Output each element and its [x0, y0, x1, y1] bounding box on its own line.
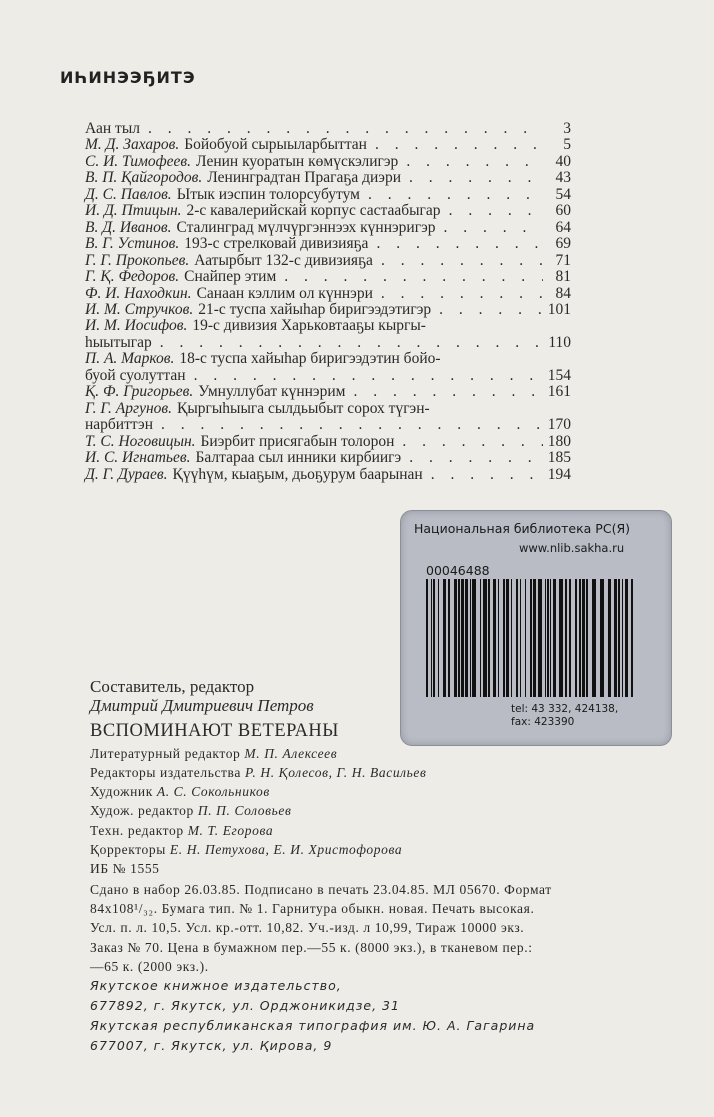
- toc-author: Г. Қ. Федоров.: [85, 268, 180, 286]
- dot-leader: [276, 269, 543, 285]
- credit-name: А. С. Сокольников: [156, 784, 270, 800]
- toc-title: 193-с стрелковай дивизияҕа: [184, 235, 369, 253]
- toc-entry: [85, 236, 571, 252]
- toc-page: 110: [548, 333, 571, 351]
- credit-label: Худож. редактор: [90, 803, 194, 819]
- toc-page: 43: [555, 169, 571, 187]
- ib-number: ИБ № 1555: [90, 861, 160, 877]
- toc-title: 2-с кавалерийскай корпус састаабыгар: [186, 202, 441, 220]
- toc-page: 180: [547, 432, 571, 450]
- print-line: Усл. п. л. 10,5. Усл. кр.-отт. 10,82. Уч.-изд. л 10,99, Тираж 10000 экз.: [90, 920, 525, 936]
- toc-line: [85, 434, 571, 450]
- publisher-details: [90, 976, 690, 1056]
- compiler-label: Составитель, редактор: [90, 677, 255, 696]
- toc-line: [85, 121, 571, 137]
- toc-line: [85, 170, 571, 186]
- toc-entry: [85, 384, 571, 400]
- dot-leader: [140, 121, 543, 137]
- toc-page: 69: [555, 235, 571, 253]
- book-title: ВСПОМИНАЮТ ВЕТЕРАНЫ: [90, 720, 339, 741]
- credit-label: Художник: [90, 784, 153, 800]
- toc-author: Д. С. Павлов.: [85, 185, 172, 203]
- toc-page: 3: [563, 120, 571, 137]
- library-tel: tel: 43 332, 424138,: [511, 703, 619, 715]
- dot-leader: [360, 187, 543, 203]
- toc-author: М. Д. Захаров.: [85, 136, 180, 154]
- toc-entry: [85, 170, 571, 186]
- toc-title-cont: һыытыгар: [85, 333, 152, 351]
- toc-entry: [85, 318, 571, 351]
- toc-entry: [85, 253, 571, 269]
- toc-title: Қыргыһыыга сылдьыбыт сорох түгэн-: [177, 399, 430, 417]
- toc-entry: [85, 286, 571, 302]
- toc-entry: [85, 467, 571, 483]
- dot-leader: [394, 434, 543, 450]
- toc-line: [85, 154, 571, 170]
- table-of-contents: [85, 121, 571, 483]
- toc-entry: [85, 351, 571, 384]
- dot-leader: [367, 137, 543, 153]
- toc-title: Санаан кэллим ол күннэри: [196, 284, 373, 302]
- credit-line: [90, 744, 690, 763]
- toc-entry: [85, 220, 571, 236]
- toc-title: 18-с туспа хайыһар биригээдэтин бойо-: [179, 350, 441, 368]
- dot-leader: [345, 384, 543, 400]
- credit-line: [90, 840, 690, 859]
- publisher-line: 677007, г. Якутск, ул. Қирова, 9: [90, 1038, 333, 1054]
- publisher-line: 677892, г. Якутск, ул. Орджоникидзе, 31: [90, 998, 400, 1014]
- toc-page: 5: [563, 136, 571, 154]
- toc-title: Аан тыл: [85, 120, 140, 137]
- toc-page: 185: [547, 449, 571, 467]
- contents-heading: ИҺИНЭЭҔИТЭ: [60, 68, 196, 87]
- toc-author: Г. Г. Аргунов.: [85, 399, 172, 417]
- credit-line: [90, 763, 690, 782]
- print-line: Сдано в набор 26.03.85. Подписано в печать 23.04.85. МЛ 05670. Формат: [90, 881, 552, 897]
- credit-name: Р. Н. Қолесов, Г. Н. Васильев: [244, 764, 427, 780]
- credit-name: Е. Н. Петухова, Е. И. Христофорова: [169, 842, 403, 858]
- print-line: Заказ № 70. Цена в бумажном пер.—55 к. (8000 экз.), в тканевом пер.:: [90, 939, 533, 955]
- publisher-line: Якутская республиканская типография им. Ю. А. Гагарина: [90, 1018, 536, 1034]
- toc-entry: [85, 434, 571, 450]
- toc-line: [85, 187, 571, 203]
- dot-leader: [435, 220, 543, 236]
- toc-line: [85, 269, 571, 285]
- toc-title-cont: нарбиттэн: [85, 416, 153, 434]
- dot-leader: [423, 467, 543, 483]
- dot-leader: [152, 335, 543, 351]
- toc-line: [85, 220, 571, 236]
- print-line: 84х108¹/₃₂. Бумага тип. № 1. Гарнитура обыкн. новая. Печать высокая.: [90, 900, 535, 916]
- toc-author: И. М. Иосифов.: [85, 317, 188, 335]
- toc-author: И. М. Стручков.: [85, 300, 194, 318]
- toc-title: Ленинградтан Прагаҕа диэри: [207, 169, 401, 187]
- toc-page: 170: [547, 416, 571, 434]
- toc-line: [85, 351, 571, 367]
- toc-entry: [85, 121, 571, 137]
- toc-line: [85, 203, 571, 219]
- credit-label: Қорректоры: [90, 842, 166, 858]
- toc-author: П. А. Марков.: [85, 350, 175, 368]
- toc-entry: [85, 302, 571, 318]
- toc-author: В. П. Қайгородов.: [85, 169, 203, 187]
- print-details: [90, 880, 690, 976]
- toc-page: 84: [555, 284, 571, 302]
- toc-page: 60: [555, 202, 571, 220]
- toc-line: [85, 286, 571, 302]
- toc-title-cont: буой суолуттан: [85, 366, 186, 384]
- toc-line: [85, 384, 571, 400]
- toc-line: [85, 302, 571, 318]
- publisher-line: Якутское книжное издательство,: [90, 978, 342, 994]
- toc-title: Биэрбит присягабын толорон: [200, 432, 395, 450]
- credit-line: [90, 801, 690, 820]
- toc-author: И. Д. Птицын.: [85, 202, 182, 220]
- toc-line: [85, 401, 571, 417]
- imprint: [90, 677, 690, 1056]
- toc-line: [85, 467, 571, 483]
- credit-label: Редакторы издательства: [90, 764, 241, 780]
- toc-line: [85, 335, 571, 351]
- toc-entry: [85, 137, 571, 153]
- toc-entry: [85, 154, 571, 170]
- dot-leader: [401, 450, 543, 466]
- toc-title: Бойобуой сырыыларбыттан: [184, 136, 367, 154]
- toc-line: [85, 417, 571, 433]
- toc-author: Г. Г. Прокопьев.: [85, 251, 190, 269]
- toc-author: И. С. Игнатьев.: [85, 449, 191, 467]
- toc-line: [85, 368, 571, 384]
- toc-title: 19-с дивизия Харьковтааҕы кыргы-: [192, 317, 426, 335]
- toc-title: Балтараа сыл инники кирбиигэ: [195, 449, 402, 467]
- toc-page: 81: [555, 268, 571, 286]
- toc-title: Снайпер этим: [184, 268, 277, 286]
- barcode-number: 00046488: [426, 563, 490, 578]
- toc-page: 194: [547, 465, 571, 483]
- toc-title: Қүүһүм, кыаҕым, дьоҕурум баарынан: [172, 465, 423, 483]
- toc-page: 101: [547, 300, 571, 318]
- dot-leader: [368, 236, 543, 252]
- library-name: Национальная библиотека РС(Я): [414, 521, 631, 536]
- dot-leader: [186, 368, 543, 384]
- credit-name: П. П. Соловьев: [197, 803, 292, 819]
- toc-title: 21-с туспа хайыһар биригээдэтигэр: [198, 300, 432, 318]
- toc-entry: [85, 401, 571, 434]
- toc-title: Ленин куоратын көмүскэлигэр: [196, 152, 399, 170]
- dot-leader: [373, 253, 543, 269]
- toc-title: Сталинград мүлчүргэннээх күннэригэр: [176, 218, 436, 236]
- dot-leader: [431, 302, 543, 318]
- toc-line: [85, 450, 571, 466]
- toc-author: Қ. Ф. Григорьев.: [85, 383, 194, 401]
- toc-author: В. Д. Иванов.: [85, 218, 172, 236]
- toc-entry: [85, 269, 571, 285]
- toc-author: С. И. Тимофеев.: [85, 152, 192, 170]
- credit-name: М. П. Алексеев: [244, 745, 338, 761]
- toc-entry: [85, 203, 571, 219]
- toc-page: 154: [547, 366, 571, 384]
- toc-title: Ытык иэспин толорсубутум: [176, 185, 360, 203]
- toc-author: В. Г. Устинов.: [85, 235, 180, 253]
- credit-label: Техн. редактор: [90, 822, 184, 838]
- toc-title: Аатырбыт 132-с дивизияҕа: [194, 251, 373, 269]
- credit-line: [90, 821, 690, 840]
- credit-line: [90, 782, 690, 801]
- toc-page: 71: [555, 251, 571, 269]
- compiler-name: Дмитрий Дмитриевич Петров: [90, 696, 314, 716]
- toc-line: [85, 236, 571, 252]
- toc-page: 40: [555, 152, 571, 170]
- credit-name: М. Т. Егорова: [187, 822, 274, 838]
- credits: [90, 744, 690, 860]
- dot-leader: [398, 154, 543, 170]
- toc-line: [85, 318, 571, 334]
- toc-author: Д. Г. Дураев.: [85, 465, 168, 483]
- library-fax: fax: 423390: [511, 716, 575, 728]
- toc-entry: [85, 187, 571, 203]
- toc-page: 161: [547, 383, 571, 401]
- dot-leader: [373, 286, 543, 302]
- toc-author: Ф. И. Находкин.: [85, 284, 192, 302]
- credit-label: Литературный редактор: [90, 745, 241, 761]
- library-url: www.nlib.sakha.ru: [519, 541, 625, 555]
- toc-line: [85, 137, 571, 153]
- dot-leader: [401, 170, 543, 186]
- toc-page: 54: [555, 185, 571, 203]
- toc-entry: [85, 450, 571, 466]
- toc-title: Умнуллубат күннэрим: [198, 383, 346, 401]
- toc-line: [85, 253, 571, 269]
- print-line: —65 к. (2000 экз.).: [90, 958, 209, 974]
- dot-leader: [441, 203, 543, 219]
- dot-leader: [153, 417, 543, 433]
- toc-page: 64: [555, 218, 571, 236]
- toc-author: Т. С. Ноговицын.: [85, 432, 196, 450]
